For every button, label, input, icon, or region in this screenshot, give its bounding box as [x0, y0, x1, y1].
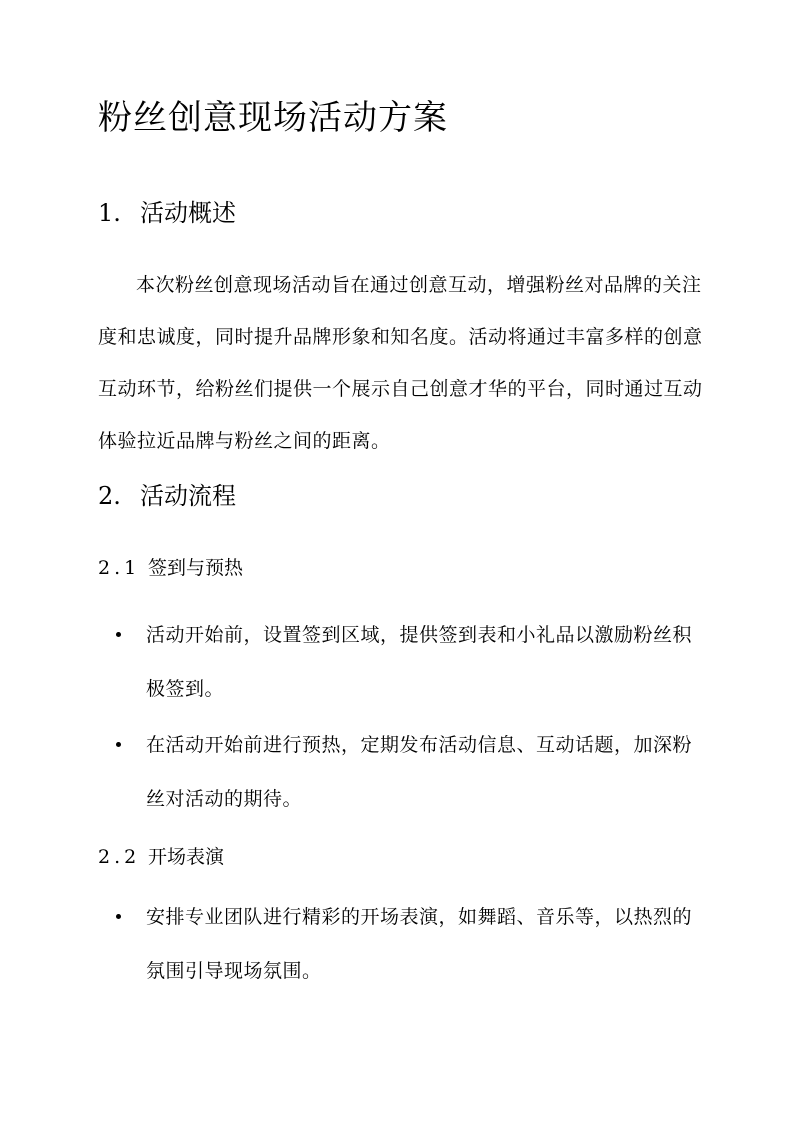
- section-title: 活动流程: [140, 482, 236, 510]
- section-title: 活动概述: [140, 199, 236, 227]
- section-number: 2.: [98, 482, 121, 510]
- subsection-heading-opening: [98, 842, 224, 872]
- list-item-text: 在活动开始前进行预热，定期发布活动信息、互动话题，加深粉丝对活动的期待。: [146, 734, 693, 810]
- list-item-text: 活动开始前，设置签到区域，提供签到表和小礼品以激励粉丝积极签到。: [146, 624, 693, 700]
- section-heading-overview: [98, 195, 236, 231]
- bullet-icon: [116, 742, 121, 747]
- overview-paragraph: 本次粉丝创意现场活动旨在通过创意互动，增强粉丝对品牌的关注度和忠诚度，同时提升品牌形象和知名度。活动将通过丰富多样的创意互动环节，给粉丝们提供一个展示自己创意才华的平台，同时通过互动体验拉近品牌与粉丝之间的距离。: [98, 274, 703, 452]
- section-heading-process: [98, 478, 236, 514]
- bullet-icon: [116, 632, 121, 637]
- list-item: [116, 608, 696, 716]
- subsection-heading-checkin: [98, 553, 243, 583]
- subsection-number: 2.1: [98, 557, 141, 579]
- subsection-title: 签到与预热: [148, 557, 244, 579]
- section-number: 1.: [98, 199, 121, 227]
- list-item: [116, 890, 696, 998]
- list-item-text: 安排专业团队进行精彩的开场表演，如舞蹈、音乐等，以热烈的氛围引导现场氛围。: [146, 906, 693, 982]
- list-item: [116, 718, 696, 826]
- subsection-number: 2.2: [98, 846, 141, 868]
- document-title: 粉丝创意现场活动方案: [98, 98, 448, 138]
- subsection-title: 开场表演: [148, 846, 225, 868]
- bullet-icon: [116, 914, 121, 919]
